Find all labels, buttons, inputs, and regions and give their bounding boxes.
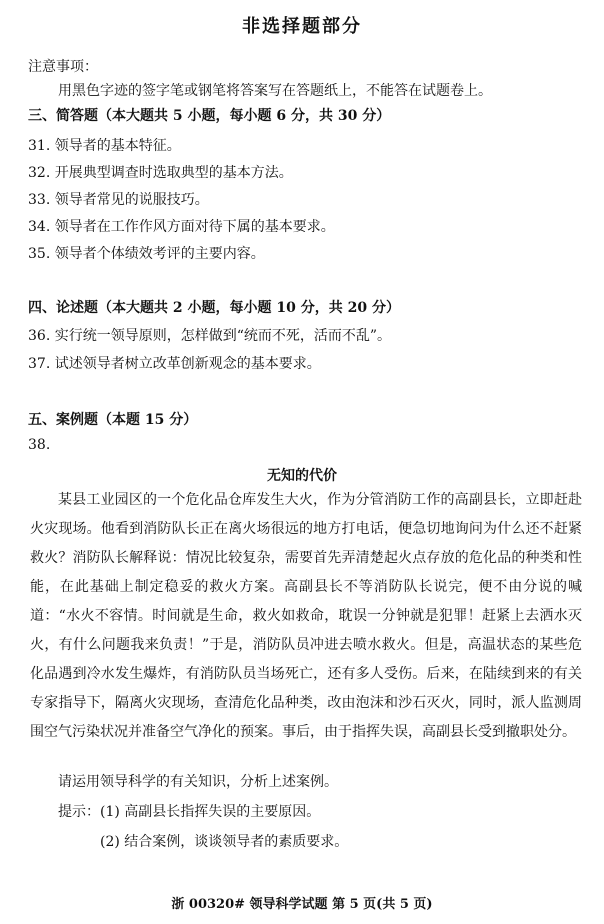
notice-text: 用黑色字迹的签字笔或钢笔将答案写在答题纸上，不能答在试题卷上。 bbox=[58, 83, 492, 99]
section5-heading: 五、案例题（本题 15 分） bbox=[28, 412, 198, 428]
question-33: 33. 领导者常见的说服技巧。 bbox=[28, 192, 209, 208]
case-title: 无知的代价 bbox=[267, 468, 337, 484]
page-title: 非选择题部分 bbox=[242, 16, 362, 37]
case-hint-2: (2) 结合案例，谈谈领导者的素质要求。 bbox=[100, 834, 349, 850]
section3-heading: 三、简答题（本大题共 5 小题，每小题 6 分，共 30 分） bbox=[28, 108, 391, 124]
question-34: 34. 领导者在工作作风方面对待下属的基本要求。 bbox=[28, 219, 335, 235]
question-31: 31. 领导者的基本特征。 bbox=[28, 138, 181, 154]
case-instruction: 请运用领导科学的有关知识，分析上述案例。 bbox=[58, 774, 338, 790]
question-37: 37. 试述领导者树立改革创新观念的基本要求。 bbox=[28, 356, 321, 372]
case-text: 某县工业园区的一个危化品仓库发生大火，作为分管消防工作的高副县长，立即赶赴火灾现场。他看到消防队长正在离火场很远的地方打电话，便急切地询问为什么还不赶紧救火？消防队长解释说：情况比较复杂，需要首先弄清楚起火点存放的危化品的种类和性能，在此基础上制定稳妥的救火方案。高副县长不等消防队长说完，便不由分说的喊道：“水火不容情。时间就是生命，救火如救命，耽误一分钟就是犯罪！赶紧上去洒水灭火，有什么问题我来负责！”于是，消防队员冲进去喷水救火。但是，高温状态的某些危化品遇到冷水发生爆炸，有消防队员当场死亡，还有多人受伤。后来，在陆续到来的有关专家指导下，隔离火灾现场，查清危化品种类，改由泡沫和沙石灭火，同时，派人监测周围空气污染状况并准备空气净化的预案。事后，由于指挥失误，高副县长受到撤职处分。 bbox=[30, 492, 582, 740]
question-38-number: 38. bbox=[28, 437, 51, 453]
section4-heading: 四、论述题（本大题共 2 小题，每小题 10 分，共 20 分） bbox=[28, 300, 400, 316]
question-35: 35. 领导者个体绩效考评的主要内容。 bbox=[28, 246, 265, 262]
page-footer: 浙 00320# 领导科学试题 第 5 页(共 5 页) bbox=[171, 897, 433, 912]
notice-heading: 注意事项： bbox=[28, 59, 98, 75]
question-32: 32. 开展典型调查时选取典型的基本方法。 bbox=[28, 165, 293, 181]
case-hint-1: 提示：(1) 高副县长指挥失误的主要原因。 bbox=[58, 804, 321, 820]
question-36: 36. 实行统一领导原则，怎样做到“统而不死，活而不乱”。 bbox=[28, 328, 392, 344]
